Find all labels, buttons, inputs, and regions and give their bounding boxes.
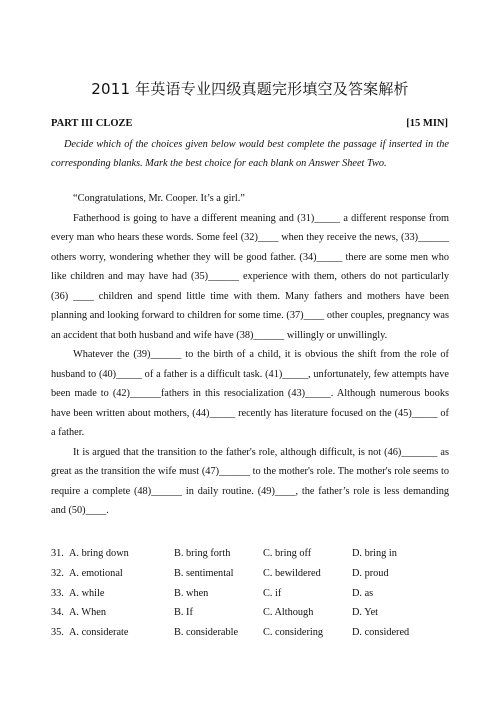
option-b: B. when	[174, 587, 209, 599]
choice-row	[51, 588, 451, 608]
choice-row	[51, 627, 451, 647]
question-number: 34.	[51, 607, 64, 619]
section-header	[51, 118, 448, 129]
choice-row	[51, 607, 451, 627]
option-c: C. bewildered	[263, 567, 321, 579]
paragraph: Whatever the (39)______ to the birth of a child, it is obvious the shift from the role of husband to (40)_____ of a father is a difficult task. (41)_____, unfortunately, few attempts have been made to (42)______fathers in this resocialization (43)_____. Although numerous books have been written about mothers, (44)_____ recently has literature focused on the (45)_____ of a father.	[51, 349, 449, 438]
option-a: A. When	[69, 607, 106, 619]
option-a: A. considerate	[69, 627, 129, 639]
instructions: Decide which of the choices given below would best complete the passage if inserted in the corresponding blanks. Mark the best choice for each blank on Answer Sheet Two.	[51, 139, 449, 169]
option-a: A. bring down	[69, 548, 129, 559]
passage	[51, 189, 449, 521]
question-number: 35.	[51, 627, 64, 639]
option-d: D. proud	[352, 567, 389, 579]
option-d: D. as	[352, 587, 374, 599]
document-title: 2011 年英语专业四级真题完形填空及答案解析	[91, 80, 409, 98]
option-c: C. Although	[263, 607, 314, 619]
paragraph: “Congratulations, Mr. Cooper. It’s a girl.”	[73, 193, 245, 204]
option-b: B. bring forth	[174, 548, 231, 559]
option-b: B. sentimental	[174, 567, 234, 579]
question-number: 31.	[51, 548, 64, 559]
choice-row	[51, 548, 451, 568]
choice-row	[51, 568, 451, 588]
option-d: D. bring in	[352, 548, 397, 559]
option-a: A. emotional	[69, 567, 123, 579]
option-a: A. while	[69, 587, 105, 599]
option-b: B. considerable	[174, 627, 239, 639]
question-number: 33.	[51, 587, 64, 599]
answer-choices	[51, 548, 451, 647]
question-number: 32.	[51, 567, 64, 579]
option-d: D. considered	[352, 627, 410, 639]
part-label: PART III CLOZE	[51, 118, 133, 129]
option-b: B. If	[174, 607, 193, 619]
option-c: C. bring off	[263, 548, 312, 559]
paragraph: Fatherhood is going to have a different meaning and (31)_____ a different response from every man who hears these words. Some feel (32)____ when they receive the news, (33)______ others worry, wondering whether they will be good father. (34)_____ there are some men who like children and may have had (35)______ experience with them, others do not particularly (36) ____ children and spend little time with them. Many fathers and mothers have been planning and looking forward to children for some time. (37)____ other couples, pregnancy was an accident that both husband and wife have (38)______ willingly or unwillingly.	[51, 212, 449, 341]
time-label: [15 MIN]	[406, 118, 448, 129]
option-c: C. if	[263, 587, 282, 599]
option-c: C. considering	[263, 627, 324, 639]
paragraph: It is argued that the transition to the father's role, although difficult, is not (46)_______ as great as the transition the wife must (47)______ to the mother's role. The mother's role seems to require a complete (48)______ in daily routine. (49)____, the father’s role is less demanding and (50)____.	[51, 446, 449, 516]
option-d: D. Yet	[352, 607, 379, 619]
